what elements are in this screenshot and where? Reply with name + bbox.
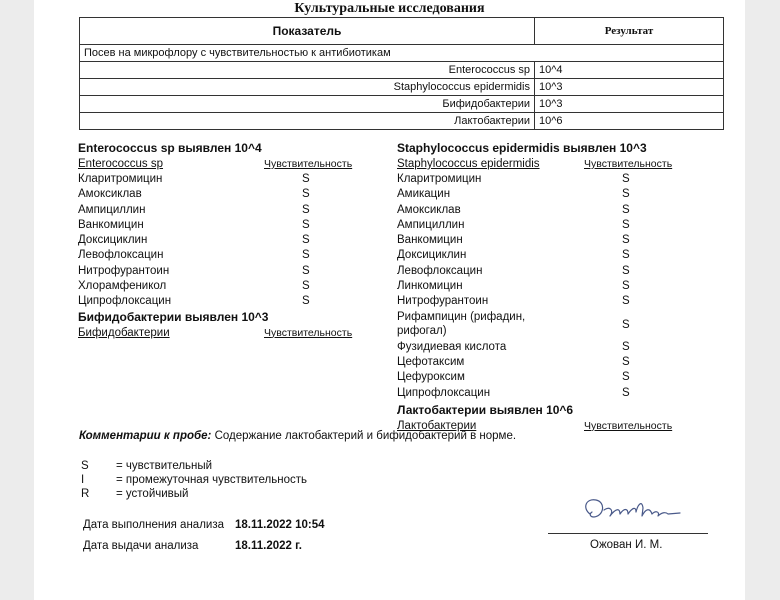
- antibiotic-name: Левофлоксацин: [78, 249, 164, 262]
- sensitivity-value: S: [622, 318, 630, 331]
- date-issued-label: Дата выдачи анализа: [83, 540, 199, 552]
- enterococcus-block: [78, 141, 378, 341]
- antibiotic-name: Доксициклин: [397, 249, 467, 262]
- table-row: [80, 79, 724, 96]
- antibiotic-row: [397, 386, 697, 401]
- antibiotic-row: [78, 218, 378, 233]
- antibiotic-name: Цефуроксим: [397, 371, 465, 384]
- bifido-title: Бифидобактерии выявлен 10^3: [78, 309, 269, 324]
- antibiotic-row: [397, 279, 697, 294]
- antibiotic-name: Рифампицин (рифадин, рифогал): [397, 310, 526, 337]
- report-page: [34, 0, 745, 600]
- enterococcus-title: Enterococcus sp выявлен 10^4: [78, 141, 262, 155]
- table-row: [80, 96, 724, 113]
- row-result: 10^6: [535, 113, 724, 130]
- antibiotic-row: [397, 310, 697, 340]
- antibiotic-name: Кларитромицин: [397, 173, 482, 185]
- sensitivity-value: S: [302, 188, 310, 201]
- antibiotic-row: [397, 355, 697, 370]
- antibiotic-row: [397, 233, 697, 248]
- staphylococcus-title: Staphylococcus epidermidis выявлен 10^3: [397, 141, 647, 155]
- date-issued-value: 18.11.2022 г.: [235, 540, 302, 552]
- sensitivity-label: Чувствительность: [584, 419, 673, 432]
- organism-label: Лактобактерии: [397, 419, 477, 432]
- antibiotic-list: [397, 172, 697, 401]
- sensitivity-value: S: [302, 203, 310, 216]
- antibiotic-name: Линкомицин: [397, 280, 463, 293]
- staphylococcus-header: [397, 156, 697, 172]
- antibiotic-name: Амикацин: [397, 188, 451, 201]
- antibiotic-name: Фузидиевая кислота: [397, 340, 507, 353]
- row-indicator: Бифидобактерии: [80, 96, 535, 113]
- antibiotic-name: Доксициклин: [78, 234, 148, 247]
- sensitivity-value: S: [622, 371, 630, 384]
- comment-label: Комментарии к пробе:: [79, 430, 212, 442]
- sensitivity-value: S: [302, 280, 310, 293]
- organism-label: Бифидобактерии: [78, 326, 170, 339]
- legend-desc: = устойчивый: [116, 488, 189, 500]
- sensitivity-value: S: [622, 386, 630, 399]
- antibiotic-name: Хлорамфеникол: [78, 280, 167, 293]
- antibiotic-row: [397, 340, 697, 355]
- row-result: 10^3: [535, 96, 724, 113]
- antibiotic-row: [397, 370, 697, 385]
- antibiotic-row: [78, 294, 378, 309]
- header-indicator: Показатель: [80, 18, 535, 45]
- sensitivity-value: S: [622, 340, 630, 353]
- antibiotic-row: [397, 218, 697, 233]
- antibiotic-row: [397, 248, 697, 263]
- row-result: 10^4: [535, 62, 724, 79]
- antibiotic-name: Ванкомицин: [397, 234, 463, 247]
- antibiotic-list: [78, 172, 378, 310]
- legend-code: R: [81, 488, 90, 500]
- antibiotic-name: Цефотаксим: [397, 355, 465, 368]
- sensitivity-value: S: [622, 355, 630, 368]
- bifido-header: [78, 325, 378, 341]
- table-row: [80, 113, 724, 130]
- sensitivity-value: S: [302, 249, 310, 262]
- sensitivity-value: S: [622, 264, 630, 277]
- antibiotic-name: Амоксиклав: [78, 188, 142, 201]
- signer-name: Ожован И. М.: [590, 539, 663, 551]
- row-indicator: Staphylococcus epidermidis: [80, 79, 535, 96]
- sensitivity-value: S: [302, 218, 310, 231]
- comment-text: Содержание лактобактерий и бифидобактерий в норме.: [214, 430, 517, 442]
- enterococcus-header: [78, 156, 378, 172]
- antibiotic-row: [78, 233, 378, 248]
- antibiotic-name: Амоксиклав: [397, 203, 461, 216]
- staphylococcus-block: [397, 141, 697, 434]
- legend-code: I: [81, 474, 85, 486]
- row-indicator: Enterococcus sp: [80, 62, 535, 79]
- sensitivity-value: S: [622, 280, 630, 293]
- legend-code: S: [81, 460, 89, 472]
- sensitivity-value: S: [622, 203, 630, 216]
- lacto-title: Лактобактерии выявлен 10^6: [397, 402, 574, 417]
- antibiotic-name: Ампициллин: [78, 203, 146, 216]
- antibiotic-row: [78, 172, 378, 187]
- antibiotic-row: [78, 203, 378, 218]
- sensitivity-value: S: [622, 295, 630, 308]
- antibiotic-row: [78, 187, 378, 202]
- sensitivity-value: S: [302, 264, 310, 277]
- legend-desc: = промежуточная чувствительность: [116, 474, 307, 486]
- row-result: 10^3: [535, 79, 724, 96]
- organism-label: Staphylococcus epidermidis: [397, 158, 540, 170]
- sensitivity-label: Чувствительность: [584, 158, 673, 170]
- legend-desc: = чувствительный: [116, 460, 213, 472]
- antibiotic-row: [397, 264, 697, 279]
- table-section-row: [80, 45, 724, 62]
- antibiotic-name: Нитрофурантоин: [397, 295, 489, 308]
- antibiotic-row: [78, 279, 378, 294]
- antibiotic-name: Ципрофлоксацин: [397, 386, 491, 399]
- antibiotic-name: Левофлоксацин: [397, 264, 483, 277]
- sensitivity-label: Чувствительность: [264, 326, 353, 339]
- antibiotic-row: [397, 294, 697, 309]
- summary-table: [79, 17, 724, 130]
- antibiotic-name: Ампициллин: [397, 218, 465, 231]
- sensitivity-value: S: [302, 173, 310, 185]
- table-header-row: [80, 18, 724, 45]
- sensitivity-value: S: [622, 218, 630, 231]
- sample-comment: [79, 430, 516, 442]
- date-done-label: Дата выполнения анализа: [83, 519, 225, 531]
- sensitivity-value: S: [622, 249, 630, 262]
- organism-label: Enterococcus sp: [78, 158, 164, 170]
- row-indicator: Лактобактерии: [80, 113, 535, 130]
- antibiotic-row: [78, 264, 378, 279]
- sensitivity-value: S: [622, 188, 630, 201]
- handwritten-signature: [580, 490, 710, 530]
- section-label: Посев на микрофлору с чувствительностью к антибиотикам: [80, 45, 724, 62]
- antibiotic-name: Кларитромицин: [78, 173, 163, 185]
- date-done-value: 18.11.2022 10:54: [235, 519, 325, 531]
- sensitivity-value: S: [302, 234, 310, 247]
- sensitivity-label: Чувствительность: [264, 158, 353, 170]
- page-title: Культуральные исследования: [294, 1, 485, 16]
- antibiotic-name: Нитрофурантоин: [78, 264, 170, 277]
- table-row: [80, 62, 724, 79]
- sensitivity-value: S: [622, 173, 630, 185]
- antibiotic-name: Ципрофлоксацин: [78, 295, 172, 308]
- header-result: Результат: [535, 18, 724, 45]
- signature-line: [548, 533, 708, 534]
- antibiotic-name: Ванкомицин: [78, 218, 144, 231]
- antibiotic-row: [78, 248, 378, 263]
- antibiotic-row: [397, 187, 697, 202]
- sensitivity-value: S: [302, 295, 310, 308]
- sensitivity-value: S: [622, 234, 630, 247]
- antibiotic-row: [397, 172, 697, 187]
- antibiotic-row: [397, 203, 697, 218]
